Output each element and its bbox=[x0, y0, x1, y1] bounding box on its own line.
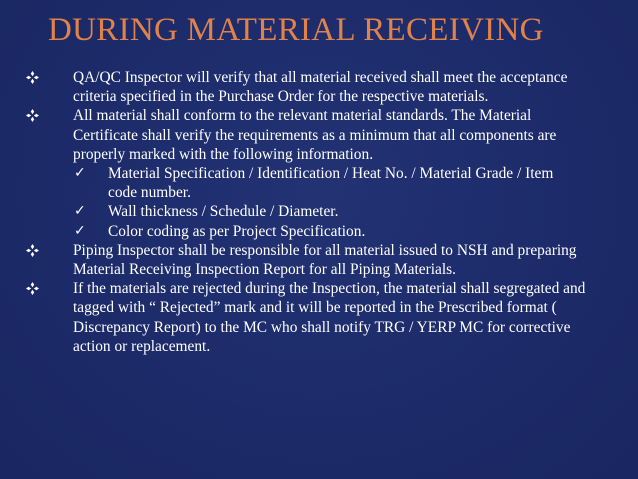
sub-bullet-item bbox=[74, 164, 586, 202]
bullet-text: Piping Inspector shall be responsible for all material issued to NSH and preparing Material Receiving Inspection Report for all Piping Materials. bbox=[73, 241, 577, 279]
bullet-text: If the materials are rejected during the Inspection, the material shall segregated and tagged with “ Rejected” mark and it will be reported in the Prescribed format ( Discrepancy Report) to the MC who shall notify TRG / YERP MC for corrective action or replacement. bbox=[73, 280, 586, 355]
slide-title: DURING MATERIAL RECEIVING bbox=[48, 12, 544, 48]
bullet-text: QA/QC Inspector will verify that all material received shall meet the acceptance criteria specified in the Purchase Order for the respective materials. bbox=[73, 69, 568, 106]
diamond-bullet-icon bbox=[26, 241, 46, 257]
check-mark-icon: ✓ bbox=[74, 203, 86, 220]
bullet-item bbox=[26, 241, 586, 279]
bullet-list bbox=[26, 68, 586, 356]
sub-bullet-text: Wall thickness / Schedule / Diameter. bbox=[108, 203, 339, 221]
sub-bullet-text: Material Specification / Identification / Heat No. / Material Grade / Item code number. bbox=[108, 165, 554, 202]
check-mark-icon: ✓ bbox=[74, 165, 86, 182]
sub-bullet-item bbox=[74, 222, 586, 241]
check-mark-icon: ✓ bbox=[74, 222, 86, 239]
sub-bullet-text: Color coding as per Project Specification. bbox=[108, 222, 366, 240]
diamond-bullet-icon bbox=[26, 106, 46, 122]
diamond-bullet-icon bbox=[26, 279, 46, 295]
diamond-bullet-icon bbox=[26, 68, 46, 84]
sub-bullet-item bbox=[74, 202, 586, 221]
bullet-item bbox=[26, 279, 586, 356]
bullet-item bbox=[26, 106, 586, 164]
bullet-item bbox=[26, 68, 586, 106]
bullet-text: All material shall conform to the relevant material standards. The Material Certificate shall verify the requirements as a minimum that all components are properly marked with the following information. bbox=[73, 107, 557, 163]
